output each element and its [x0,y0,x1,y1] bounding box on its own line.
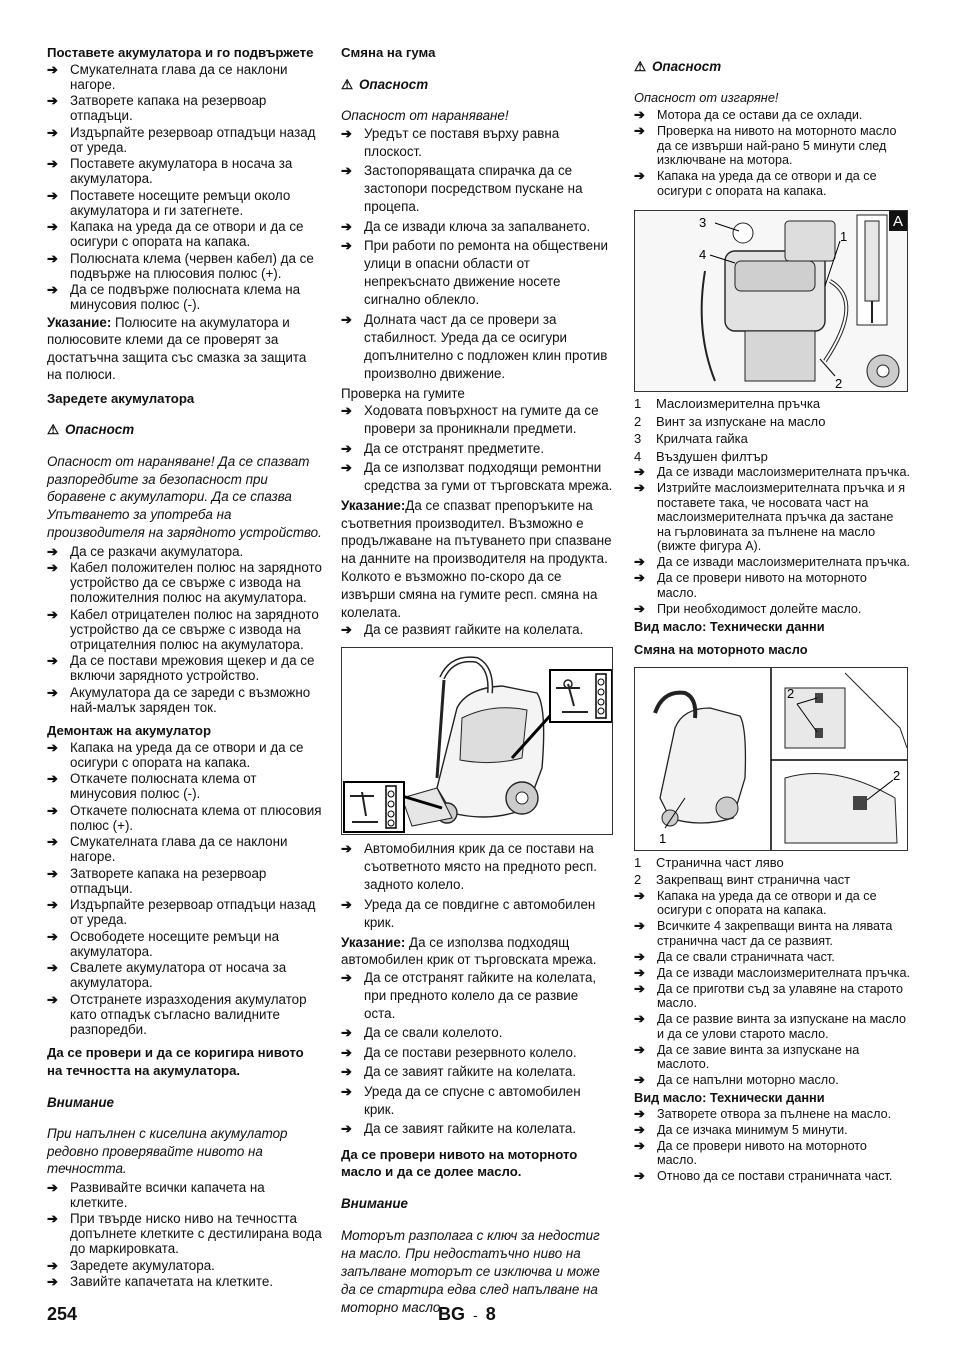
list-item-text: Да се напълни моторно масло. [657,1073,839,1088]
list-item [341,402,613,438]
list-item-text: Да се завият гайките на колелата. [364,1064,577,1080]
legend-number: 4 [634,448,642,464]
arrow-right-icon: ➔ [47,865,58,881]
list-item-text: Кабел положителен полюс на зарядното устройство да се свърже с извода на положителния полюс на акумулатора. [70,560,322,606]
arrow-right-icon: ➔ [634,918,645,934]
arrow-right-icon: ➔ [47,156,58,171]
arrow-right-icon: ➔ [47,991,58,1007]
legend-number: 1 [634,854,642,870]
arrow-right-icon: ➔ [634,1041,645,1057]
list-item-text: Откачете полюсната клема от минусовия полюс (-). [70,771,257,802]
arrow-right-icon: ➔ [341,460,352,476]
list-item-text: Проверка на нивото на моторното масло да се извърши най-рано 5 минути след изключване на мотора. [657,124,897,168]
list-item-text: При необходимост долейте масло. [657,601,862,616]
list-item [341,1083,613,1119]
list-item-text: Свалете акумулатора от носача за акумулатора. [70,960,287,991]
arrow-right-icon: ➔ [47,653,58,669]
list-item-text: Откачете полюсната клема от плюсовия полюс (+). [70,802,322,833]
figure-callout-4: 4 [699,247,707,263]
arrow-right-icon: ➔ [47,543,58,559]
list-item [341,621,613,639]
list-item [634,966,910,981]
arrow-right-icon: ➔ [634,1072,645,1088]
list-item [47,156,322,186]
heading-oil-change: Смяна на моторното масло [634,642,808,658]
column-1 [47,44,322,1291]
arrow-right-icon: ➔ [341,1025,352,1041]
list-item-text: Развивайте всички капачета на клетките. [70,1179,265,1210]
heading-oil-type-2: Вид масло: Технически данни [634,1090,825,1106]
list-item [341,162,613,216]
arrow-right-icon: ➔ [47,928,58,944]
list-item [47,188,322,218]
list-item [634,982,910,1011]
figure-oil-change [634,667,908,851]
list-item [47,1274,322,1289]
list-item-text: Капака на уреда да се отвори и да се осигури с опората на капака. [70,739,304,770]
arrow-right-icon: ➔ [634,1168,645,1184]
note-battery-poles: Указание: Полюсите на акумулатора и полюсовите клеми да се проверят за достатъчна защита със смазка за защита на полюси. [47,314,307,382]
list-item-text: Да се провери нивото на моторното масло. [657,571,867,600]
list-item [634,1169,910,1184]
list-jack [341,840,613,932]
list-item-text: Ходовата повърхност на гумите да се провери за проникнали предмети. [364,403,599,437]
list-item-text: Да се постави резервното колело. [364,1044,577,1060]
list-item [634,1043,910,1072]
list-item [634,919,910,948]
list-item [47,251,322,281]
list-item [341,1044,613,1062]
note-manufacturer: Указание:Да се спазват препоръките на съответния производител. Възможно е продължаване на пътуването при спазване на данните на производителя на продукта. Колкото е възможно по-скоро да се извърши смяна на гумите респ. смяна на колелата. [341,497,612,620]
list-item [341,1024,613,1042]
figure-callout-2b: 2 [893,767,901,783]
arrow-right-icon: ➔ [634,123,645,139]
list-item [341,840,613,894]
legend-number: 3 [634,431,642,447]
list-item-text: Да се развият гайките на колелата. [364,622,584,638]
list-item [634,571,910,600]
list-item-text: Да се отстранят гайките на колелата, при предното колело да се развие оста. [364,969,597,1021]
warning-icon: ⚠ [341,76,354,92]
list-item-text: Смукателната глава да се наклони нагоре. [70,61,288,92]
legend-number: 1 [634,396,642,412]
list-item [341,440,613,458]
list-item-text: Да се свали страничната част. [657,949,835,964]
danger-label: ⚠ Опасност [634,59,722,75]
arrow-right-icon: ➔ [341,311,352,327]
note-jack: Указание: Да се използва подходящ автомобилен крик от търговската мрежа. [341,934,597,968]
list-item [47,219,322,249]
arrow-right-icon: ➔ [634,1105,645,1121]
arrow-right-icon: ➔ [47,219,58,234]
list-dipstick [634,465,910,616]
list-item-text: Капака на уреда да се отвори и да се осигури с опората на капака. [657,888,877,918]
figure-callout-2: 2 [835,376,843,392]
danger-label: ⚠ Опасност [341,76,429,92]
legend-item [634,871,910,889]
list-item [47,834,322,864]
list-item-text: Долната част да се провери за стабилност. Уреда да се осигури допълнително с подложен клин против произволно движение. [364,311,608,381]
list-item-text: Да се приготви съд за улавяне на старото масло. [657,981,903,1011]
list-item-text: Заредете акумулатора. [70,1257,215,1273]
legend-text: Странична част ляво [656,854,784,870]
arrow-right-icon: ➔ [634,480,645,496]
list-item [47,653,322,683]
list-item [47,62,322,92]
arrow-right-icon: ➔ [47,282,58,297]
list-replace-wheel [341,969,613,1139]
list-item [634,124,910,168]
legend-item [634,448,910,466]
list-item-text: Полюсната клема (червен кабел) да се подвърже на плюсовия полюс (+). [70,250,314,281]
legend-text: Винт за изпускане на масло [656,413,826,429]
list-tyre-prep [341,125,613,383]
list-item [47,897,322,927]
arrow-right-icon: ➔ [341,622,352,638]
list-item-text: Акумулатора да се зареди с възможно най-малък заряден ток. [70,684,311,715]
list-item [47,93,322,123]
list-item [47,771,322,801]
list-item [634,108,910,123]
list-item-text: Затворете капака на резервоар отпадъци. [70,93,267,123]
list-item [47,1180,322,1210]
arrow-right-icon: ➔ [634,600,645,616]
arrow-right-icon: ➔ [341,163,352,179]
arrow-right-icon: ➔ [634,948,645,964]
list-item [341,237,613,309]
list-item-text: Да се постави мрежовия щекер и да се включи зарядното устройство. [70,653,315,684]
arrow-right-icon: ➔ [341,896,352,912]
list-item-text: Капака на уреда да се отвори и да се осигури с опората на капака. [70,219,304,249]
list-item-text: Да се завие винта за изпускане на маслото. [657,1042,860,1072]
arrow-right-icon: ➔ [634,1137,645,1153]
legend-number: 2 [634,872,642,888]
list-item [341,125,613,161]
heading-charge-battery: Заредете акумулатора [47,390,195,406]
list-insert-battery [47,62,322,313]
figure-callout-1: 1 [659,830,667,846]
list-oil-change [634,889,910,1088]
heading-check-fluid: Да се провери и да се коригира нивото на течността на акумулатора. [47,1045,304,1078]
page-number: 254 [47,1304,78,1324]
arrow-right-icon: ➔ [47,187,58,203]
list-item [47,607,322,652]
list-item-text: Капака на уреда да се отвори и да се осигури с опората на капака. [657,169,877,198]
arrow-right-icon: ➔ [634,464,645,480]
list-item [341,896,613,932]
figure-engine-a [634,210,908,392]
list-item-text: Отстранете изразходения акумулатор като отпадък съгласно валидните разпоредби. [70,991,307,1037]
list-item [634,481,910,554]
list-item [634,602,910,617]
caution-text: Моторът разполага с ключ за недостиг на масло. При недостатъчно ниво на запълване моторът се изключва и може да се стартира едва след напълване на моторно масло. [341,1227,600,1315]
sub-check-tyres: Проверка на гумите [341,385,465,401]
list-item [47,1211,322,1256]
list-item-text: Да се извади ключа за запалването. [364,218,591,234]
list-item [634,889,910,918]
list-item [47,1258,322,1273]
arrow-right-icon: ➔ [341,1044,352,1060]
list-item-text: Да се използват подходящи ремонтни средства за гуми от търговската мрежа. [364,460,613,494]
arrow-right-icon: ➔ [47,1179,58,1195]
list-item-text: Застопоряващата спирачка да се застопори посредством пускане на процепа. [364,163,583,215]
list-item-text: Отново да се постави страничната част. [657,1169,893,1184]
list-item-text: Да се извади маслоизмерителната пръчка. [657,555,910,570]
caution-label: Внимание [47,1094,115,1110]
danger-text: Опасност от изгаряне! [634,89,779,105]
list-item-text: Да се завият гайките на колелата. [364,1121,577,1137]
list-item [341,1120,613,1138]
arrow-right-icon: ➔ [634,168,645,184]
list-item-text: Издърпайте резервоар отпадъци назад от уреда. [70,897,316,928]
list-item [341,459,613,495]
list-item-text: Да се изчака минимум 5 минути. [657,1122,848,1137]
heading-tyre-change: Смяна на гума [341,45,436,60]
list-item [47,685,322,715]
warning-icon: ⚠ [634,59,647,75]
legend-item [634,413,910,431]
legend-oil-change [634,854,910,889]
list-check-tyres [341,402,613,495]
caution-label: Внимание [341,1196,409,1212]
arrow-right-icon: ➔ [341,440,352,456]
arrow-right-icon: ➔ [341,125,352,141]
list-item [634,1012,910,1041]
list-item-text: Да се отстранят предметите. [364,440,545,456]
arrow-right-icon: ➔ [341,1121,352,1137]
list-item-text: Уреда да се спусне с автомобилен крик. [364,1083,581,1117]
figure-letter-a: A [892,213,904,231]
arrow-right-icon: ➔ [47,960,58,976]
figure-oil-change-svg [635,668,907,850]
danger-text: Опасност от нараняване! [341,108,509,124]
list-item [634,169,910,198]
arrow-right-icon: ➔ [47,250,58,266]
arrow-right-icon: ➔ [47,560,58,576]
list-item-text: Затворете отвора за пълнене на масло. [657,1106,892,1121]
list-item-text: Уредът се поставя върху равна плоскост. [364,125,560,159]
list-item [47,803,322,833]
list-cool-engine [634,108,910,198]
heading-remove-battery: Демонтаж на акумулатор [47,723,212,739]
list-item [47,929,322,959]
arrow-right-icon: ➔ [47,124,58,140]
list-item-text: Поставете носещите ремъци около акумулатора и ги затегнете. [70,187,291,218]
figure-wheel-jack [341,647,613,835]
heading-insert-battery: Поставете акумулатора и го подвържете [47,45,314,60]
list-item-text: Кабел отрицателен полюс на зарядното устройство да се свърже с извода на отрицателния полюс на акумулатора. [70,606,319,652]
figure-engine-a-svg [635,211,907,391]
arrow-right-icon: ➔ [634,570,645,586]
arrow-right-icon: ➔ [47,1274,58,1290]
arrow-right-icon: ➔ [341,403,352,419]
arrow-right-icon: ➔ [634,554,645,570]
danger-label: ⚠ Опасност [47,422,135,438]
legend-number: 2 [634,413,642,429]
list-item [47,866,322,896]
danger-text: Опасност от нараняване! Да се спазват разпоредбите за безопасност при боравене с акумулатори. Да се спазва Упътването за употреба на производителя на зарядното устройство. [47,453,322,540]
legend-text: Крилчата гайка [656,431,748,447]
list-item-text: Завийте капачетата на клетките. [70,1274,274,1290]
list-item-text: Поставете акумулатора в носача за акумулатора. [70,156,293,186]
arrow-right-icon: ➔ [47,606,58,622]
arrow-right-icon: ➔ [634,980,645,996]
list-item-text: Да се провери нивото на моторното масло. [657,1138,867,1168]
arrow-right-icon: ➔ [47,802,58,818]
arrow-right-icon: ➔ [47,61,58,77]
list-item-text: Да се подвърже полюсната клема на минусовия полюс (-). [70,282,301,312]
arrow-right-icon: ➔ [341,218,352,234]
arrow-right-icon: ➔ [634,964,645,980]
list-item-text: При твърде ниско ниво на течността допълнете клетките с дестилирана вода до маркировката. [70,1211,322,1257]
arrow-right-icon: ➔ [47,684,58,700]
list-item-text: При работи по ремонта на обществени улици в опасни области от непрекъснато движение носете сигнално облекло. [364,238,608,308]
legend-engine [634,395,910,465]
arrow-right-icon: ➔ [634,107,645,123]
list-item-text: Да се извади маслоизмерителната пръчка. [657,465,910,480]
list-item-text: Да се разкачи акумулатора. [70,543,244,559]
arrow-right-icon: ➔ [634,887,645,903]
list-item-text: Да се развие винта за изпускане на масло и да се улови старото масло. [657,1012,907,1041]
list-item [634,1123,910,1138]
list-item-text: Освободете носещите ремъци на акумулатора. [70,928,280,959]
legend-text: Маслоизмерителна пръчка [656,396,821,412]
list-item [341,1063,613,1081]
caution-text: При напълнен с киселина акумулатор редовно проверявайте нивото на течността. [47,1126,288,1177]
list-item [47,960,322,990]
legend-item [634,430,910,448]
list-remove-battery [47,740,322,1037]
figure-callout-1: 1 [840,229,848,245]
heading-oil-type: Вид масло: Технически данни [634,618,825,634]
column-3 [634,44,910,1185]
list-loosen-nuts [341,621,613,639]
arrow-right-icon: ➔ [47,739,58,755]
legend-item [634,854,910,872]
arrow-right-icon: ➔ [341,1083,352,1099]
column-2 [341,44,613,1317]
list-check-fluid [47,1180,322,1290]
arrow-right-icon: ➔ [47,897,58,913]
arrow-right-icon: ➔ [47,834,58,850]
list-item [634,1107,910,1122]
arrow-right-icon: ➔ [47,1257,58,1273]
list-charge-battery [47,544,322,715]
list-item-text: Изтрийте маслоизмерителната пръчка и я поставете така, че носовата част на маслоизмерителната пръчка да застане на гърловината за пълнене на масло (вижте фигура А). [657,481,906,554]
arrow-right-icon: ➔ [341,841,352,857]
list-item [341,969,613,1023]
figure-wheel-jack-svg [342,648,612,834]
list-item-text: Автомобилния крик да се постави на съответното място на предното респ. задното колело. [364,841,597,893]
list-item [47,282,322,312]
list-item-text: Издърпайте резервоар отпадъци назад от уреда. [70,124,316,155]
figure-callout-2a: 2 [787,685,795,701]
list-finish [634,1107,910,1184]
list-item-text: Затворете капака на резервоар отпадъци. [70,865,267,896]
arrow-right-icon: ➔ [634,1011,645,1027]
arrow-right-icon: ➔ [634,1121,645,1137]
list-item [47,740,322,770]
arrow-right-icon: ➔ [341,969,352,985]
warning-icon: ⚠ [47,422,60,438]
arrow-right-icon: ➔ [341,238,352,254]
list-item-text: Всичките 4 закрепващи винта на лявата странична част да се развият. [657,919,893,948]
list-item [634,555,910,570]
heading-check-oil: Да се провери нивото на моторното масло и да се долее масло. [341,1146,578,1180]
legend-text: Закрепващ винт странична част [656,872,851,888]
figure-callout-3: 3 [699,215,707,231]
list-item [341,218,613,236]
list-item [47,992,322,1037]
list-item [47,125,322,155]
list-item [47,560,322,605]
arrow-right-icon: ➔ [47,1211,58,1227]
list-item [634,1139,910,1168]
arrow-right-icon: ➔ [47,771,58,787]
arrow-right-icon: ➔ [341,1064,352,1080]
list-item-text: Да се свали колелото. [364,1025,503,1041]
list-item [634,465,910,480]
language-code: BG - 8 [438,1304,496,1324]
list-item-text: Смукателната глава да се наклони нагоре. [70,834,288,865]
list-item-text: Уреда да се повдигне с автомобилен крик. [364,896,596,930]
legend-text: Въздушен филтър [656,448,768,464]
list-item [634,1073,910,1088]
list-item-text: Мотора да се остави да се охлади. [657,108,863,123]
list-item [634,950,910,965]
list-item-text: Да се извади маслоизмерителната пръчка. [657,965,910,980]
arrow-right-icon: ➔ [47,93,58,108]
list-item [47,544,322,559]
legend-item [634,395,910,413]
list-item [341,311,613,383]
